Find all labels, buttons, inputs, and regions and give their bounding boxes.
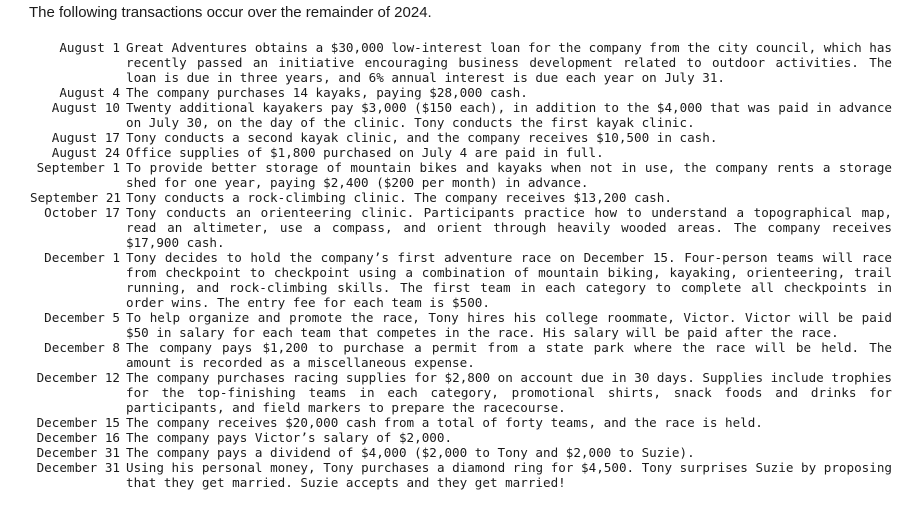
transaction-date: August 1 bbox=[59, 40, 120, 55]
transaction-description: The company pays a dividend of $4,000 ($2,000 to Tony and $2,000 to Suzie). bbox=[126, 445, 695, 460]
transaction-description: The company receives $20,000 cash from a total of forty teams, and the race is held. bbox=[126, 415, 763, 430]
transaction-date: December 15 bbox=[36, 415, 120, 430]
transaction-row bbox=[30, 85, 892, 100]
transaction-row bbox=[30, 310, 892, 340]
transaction-date: September 1 bbox=[36, 160, 120, 175]
transaction-row bbox=[30, 415, 892, 430]
transaction-description: Using his personal money, Tony purchases a diamond ring for $4,500. Tony surprises Suzie by proposing that they get married. Suzie accepts and they get married! bbox=[126, 460, 892, 490]
transaction-row bbox=[30, 40, 892, 85]
transaction-date: August 17 bbox=[51, 130, 120, 145]
transaction-row bbox=[30, 370, 892, 415]
transaction-date: December 16 bbox=[36, 430, 120, 445]
transaction-date: December 1 bbox=[44, 250, 120, 265]
transaction-row bbox=[30, 205, 892, 250]
transaction-date: August 4 bbox=[59, 85, 120, 100]
transaction-date: December 31 bbox=[36, 460, 120, 475]
transaction-date: December 8 bbox=[44, 340, 120, 355]
transaction-date: December 5 bbox=[44, 310, 120, 325]
transaction-description: Tony conducts an orienteering clinic. Participants practice how to understand a topographical map, read an altimeter, use a compass, and orient through heavily wooded areas. The company receives $17,900 cash. bbox=[126, 205, 892, 250]
transaction-row bbox=[30, 145, 892, 160]
transactions-table bbox=[30, 40, 892, 490]
transaction-row bbox=[30, 460, 892, 490]
transaction-row bbox=[30, 340, 892, 370]
transaction-date: August 24 bbox=[51, 145, 120, 160]
transaction-description: Twenty additional kayakers pay $3,000 ($150 each), in addition to the $4,000 that was paid in advance on July 30, on the day of the clinic. Tony conducts the first kayak clinic. bbox=[126, 100, 892, 130]
transaction-date: December 31 bbox=[36, 445, 120, 460]
transaction-description: To provide better storage of mountain bikes and kayaks when not in use, the company rents a storage shed for one year, paying $2,400 ($200 per month) in advance. bbox=[126, 160, 892, 190]
transaction-description: Office supplies of $1,800 purchased on July 4 are paid in full. bbox=[126, 145, 604, 160]
transaction-date: August 10 bbox=[51, 100, 120, 115]
transaction-date: October 17 bbox=[44, 205, 120, 220]
transaction-description: Great Adventures obtains a $30,000 low-interest loan for the company from the city council, which has recently passed an initiative encouraging business development related to outdoor activities. The loan is due in three years, and 6% annual interest is due each year on July 31. bbox=[126, 40, 892, 85]
transaction-description: The company purchases 14 kayaks, paying $28,000 cash. bbox=[126, 85, 528, 100]
transaction-date: December 12 bbox=[36, 370, 120, 385]
transaction-description: Tony conducts a second kayak clinic, and the company receives $10,500 in cash. bbox=[126, 130, 718, 145]
transaction-description: The company pays $1,200 to purchase a permit from a state park where the race will be held. The amount is recorded as a miscellaneous expense. bbox=[126, 340, 892, 370]
transaction-description: The company pays Victor’s salary of $2,000. bbox=[126, 430, 453, 445]
transaction-row bbox=[30, 190, 892, 205]
transaction-row bbox=[30, 130, 892, 145]
transaction-description: To help organize and promote the race, Tony hires his college roommate, Victor. Victor will be paid $50 in salary for each team that competes in the race. His salary will be paid after the race. bbox=[126, 310, 892, 340]
transaction-description: The company purchases racing supplies for $2,800 on account due in 30 days. Supplies include trophies for the top-finishing teams in each category, promotional shirts, snack foods and drinks for participants, and field markers to prepare the racecourse. bbox=[126, 370, 892, 415]
transaction-row bbox=[30, 160, 892, 190]
transaction-description: Tony conducts a rock-climbing clinic. The company receives $13,200 cash. bbox=[126, 190, 672, 205]
transaction-row bbox=[30, 445, 892, 460]
transaction-description: Tony decides to hold the company’s first adventure race on December 15. Four-person teams will race from checkpoint to checkpoint using a combination of mountain biking, kayaking, orienteering, trail running, and rock-climbing skills. The first team in each category to complete all checkpoints in order wins. The entry fee for each team is $500. bbox=[126, 250, 892, 310]
transaction-row bbox=[30, 250, 892, 310]
transaction-date: September 21 bbox=[30, 190, 121, 205]
transaction-row bbox=[30, 430, 892, 445]
intro-text: The following transactions occur over the remainder of 2024. bbox=[29, 4, 432, 21]
transaction-row bbox=[30, 100, 892, 130]
